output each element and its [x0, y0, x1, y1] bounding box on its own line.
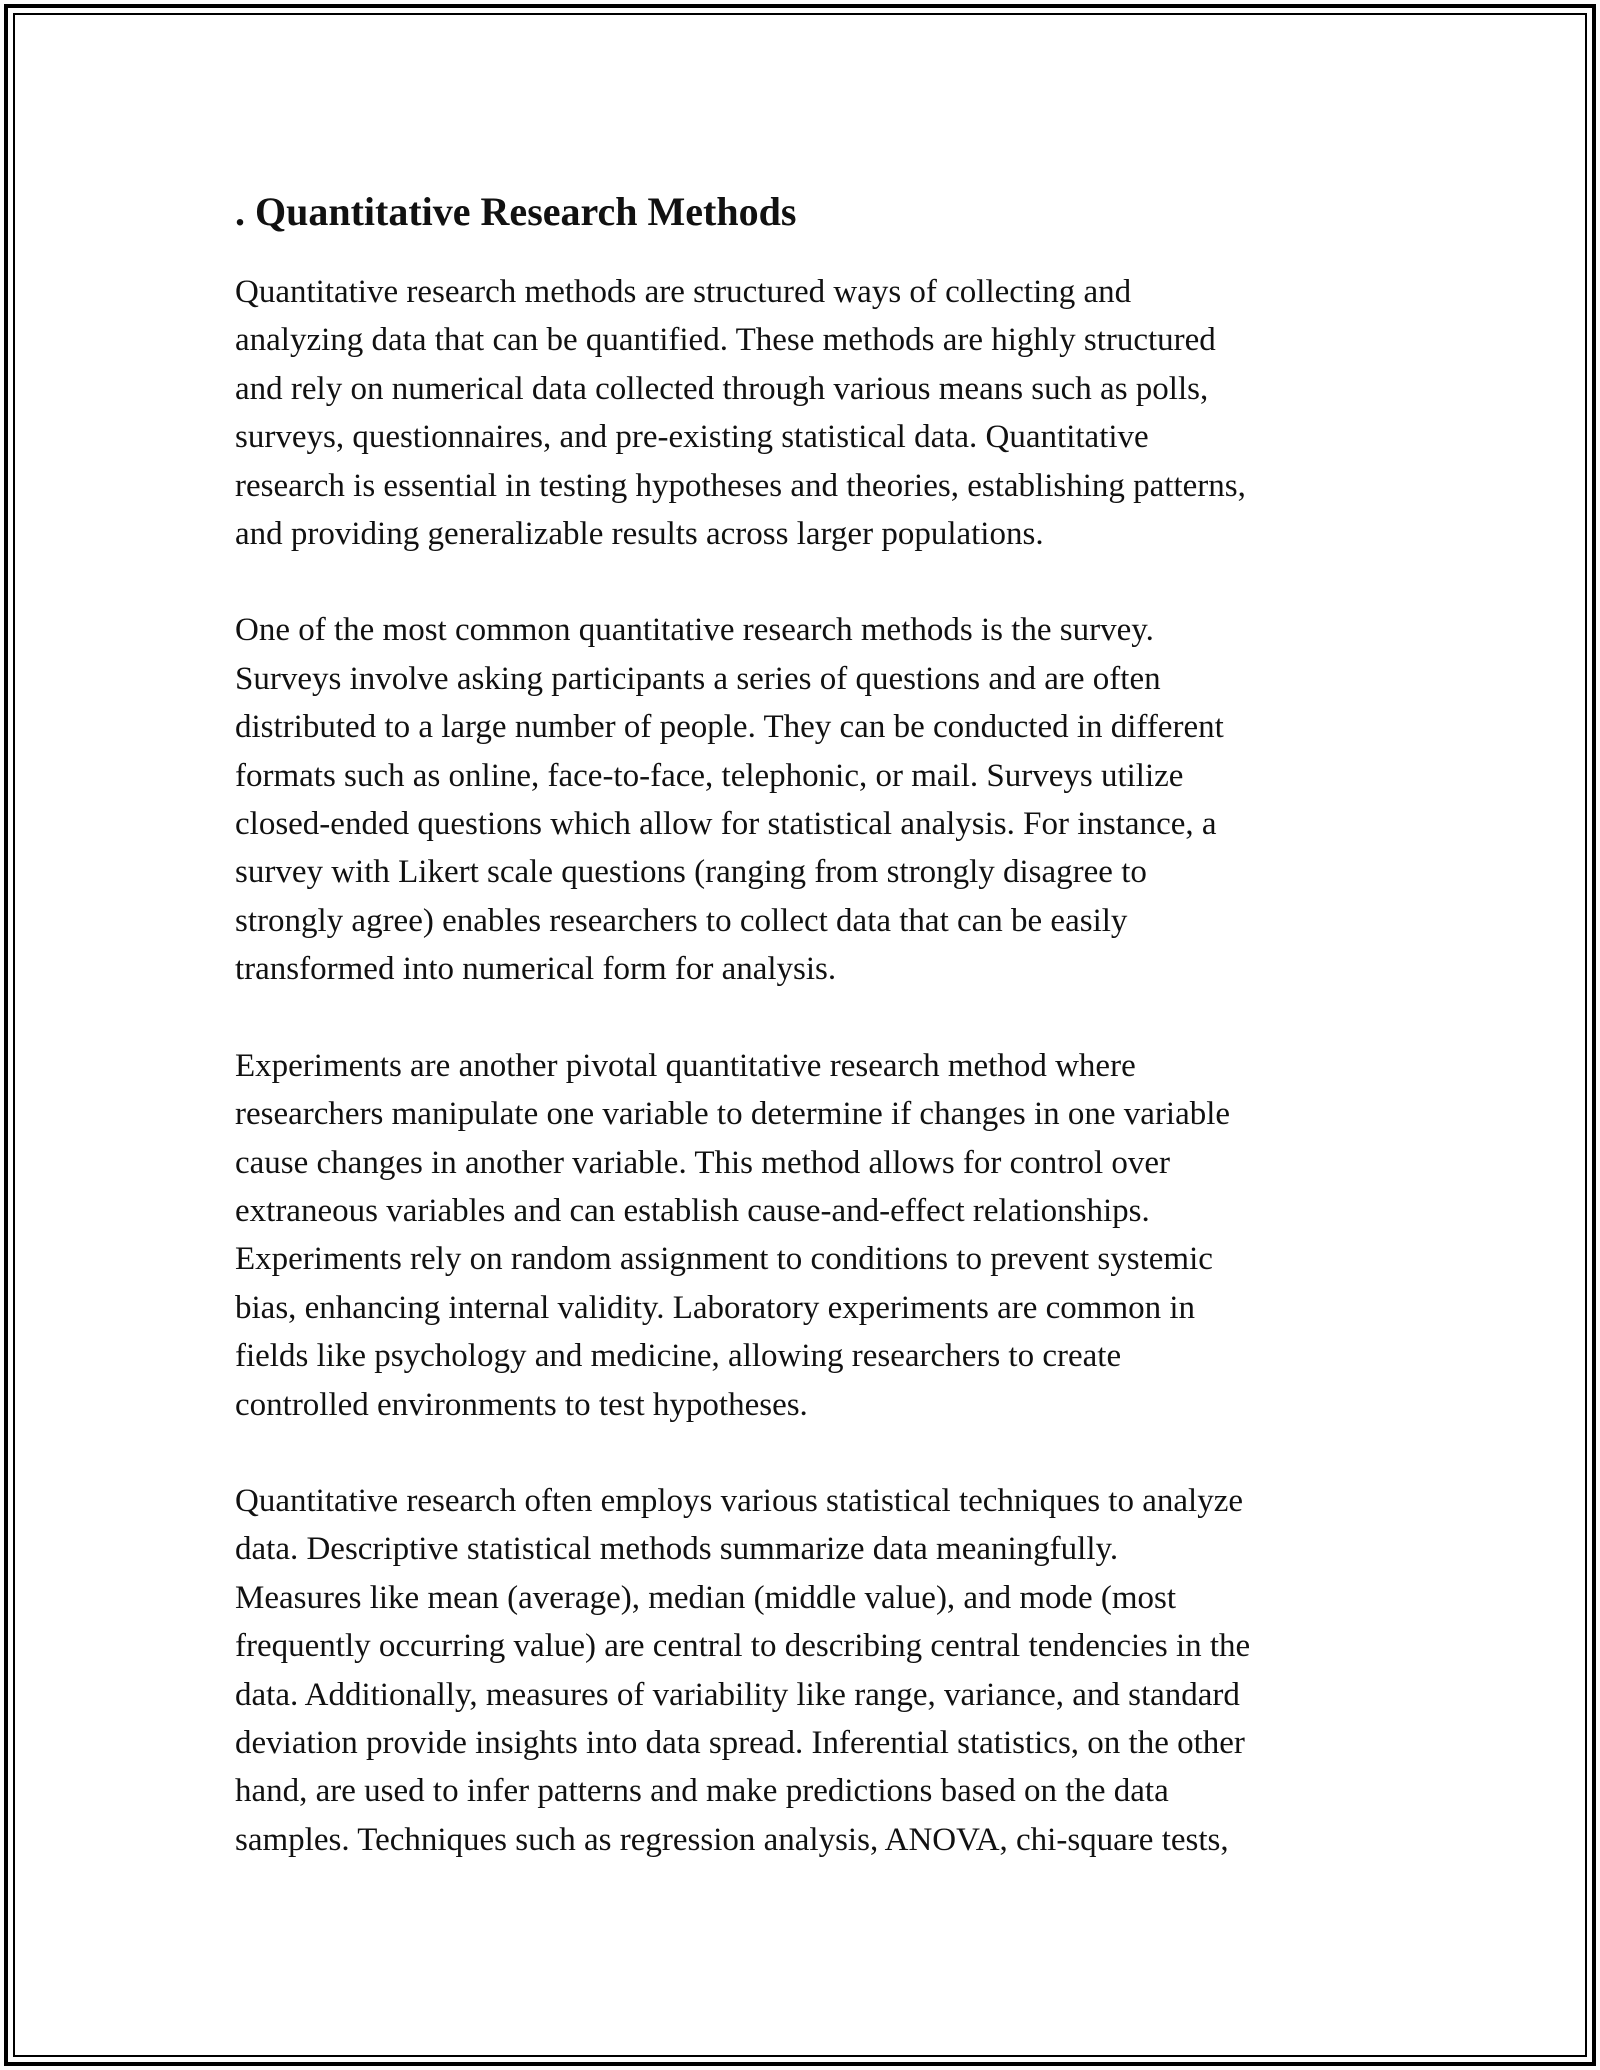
- paragraph-statistics: [235, 1477, 1375, 1864]
- text-line: data. Descriptive statistical methods summarize data meaningfully.: [235, 1531, 1119, 1568]
- text-line: bias, enhancing internal validity. Laboratory experiments are common in: [235, 1289, 1196, 1326]
- text-line: controlled environments to test hypotheses.: [235, 1386, 808, 1423]
- text-line: closed-ended questions which allow for statistical analysis. For instance, a: [235, 806, 1217, 843]
- text-line: frequently occurring value) are central to describing central tendencies in the: [235, 1628, 1251, 1665]
- text-line: analyzing data that can be quantified. These methods are highly structured: [235, 322, 1216, 359]
- text-line: data. Additionally, measures of variability like range, variance, and standard: [235, 1676, 1240, 1713]
- text-line: research is essential in testing hypotheses and theories, establishing patterns,: [235, 467, 1246, 504]
- paragraph-intro: [235, 268, 1375, 558]
- page-title: . Quantitative Research Methods: [235, 189, 797, 234]
- text-line: Quantitative research methods are structured ways of collecting and: [235, 274, 1132, 310]
- paragraph-surveys: [235, 606, 1375, 993]
- text-line: strongly agree) enables researchers to collect data that can be easily: [235, 902, 1128, 939]
- text-line: fields like psychology and medicine, allowing researchers to create: [235, 1338, 1122, 1375]
- text-line: Experiments are another pivotal quantitative research method where: [235, 1047, 1136, 1084]
- document-body: [235, 182, 1375, 1912]
- text-line: Experiments rely on random assignment to conditions to prevent systemic: [235, 1241, 1213, 1278]
- text-line: cause changes in another variable. This method allows for control over: [235, 1144, 1171, 1181]
- text-line: researchers manipulate one variable to determine if changes in one variable: [235, 1096, 1231, 1133]
- text-line: Measures like mean (average), median (middle value), and mode (most: [235, 1579, 1177, 1616]
- text-line: surveys, questionnaires, and pre-existing statistical data. Quantitative: [235, 419, 1149, 456]
- text-line: One of the most common quantitative research methods is the survey.: [235, 612, 1154, 649]
- text-line: Surveys involve asking participants a series of questions and are often: [235, 660, 1161, 697]
- text-line: and rely on numerical data collected through various means such as polls,: [235, 370, 1209, 407]
- text-line: Quantitative research often employs various statistical techniques to analyze: [235, 1482, 1243, 1519]
- text-line: hand, are used to infer patterns and make predictions based on the data: [235, 1773, 1169, 1810]
- text-line: formats such as online, face-to-face, telephonic, or mail. Surveys utilize: [235, 757, 1184, 794]
- text-line: extraneous variables and can establish cause-and-effect relationships.: [235, 1192, 1150, 1229]
- text-line: transformed into numerical form for analysis.: [235, 951, 837, 988]
- text-line: and providing generalizable results across larger populations.: [235, 516, 1044, 553]
- text-line: distributed to a large number of people. They can be conducted in different: [235, 709, 1224, 746]
- text-line: deviation provide insights into data spread. Inferential statistics, on the other: [235, 1724, 1245, 1761]
- paragraph-experiments: [235, 1042, 1375, 1429]
- text-line: samples. Techniques such as regression analysis, ANOVA, chi-square tests,: [235, 1821, 1229, 1858]
- text-line: survey with Likert scale questions (ranging from strongly disagree to: [235, 854, 1147, 891]
